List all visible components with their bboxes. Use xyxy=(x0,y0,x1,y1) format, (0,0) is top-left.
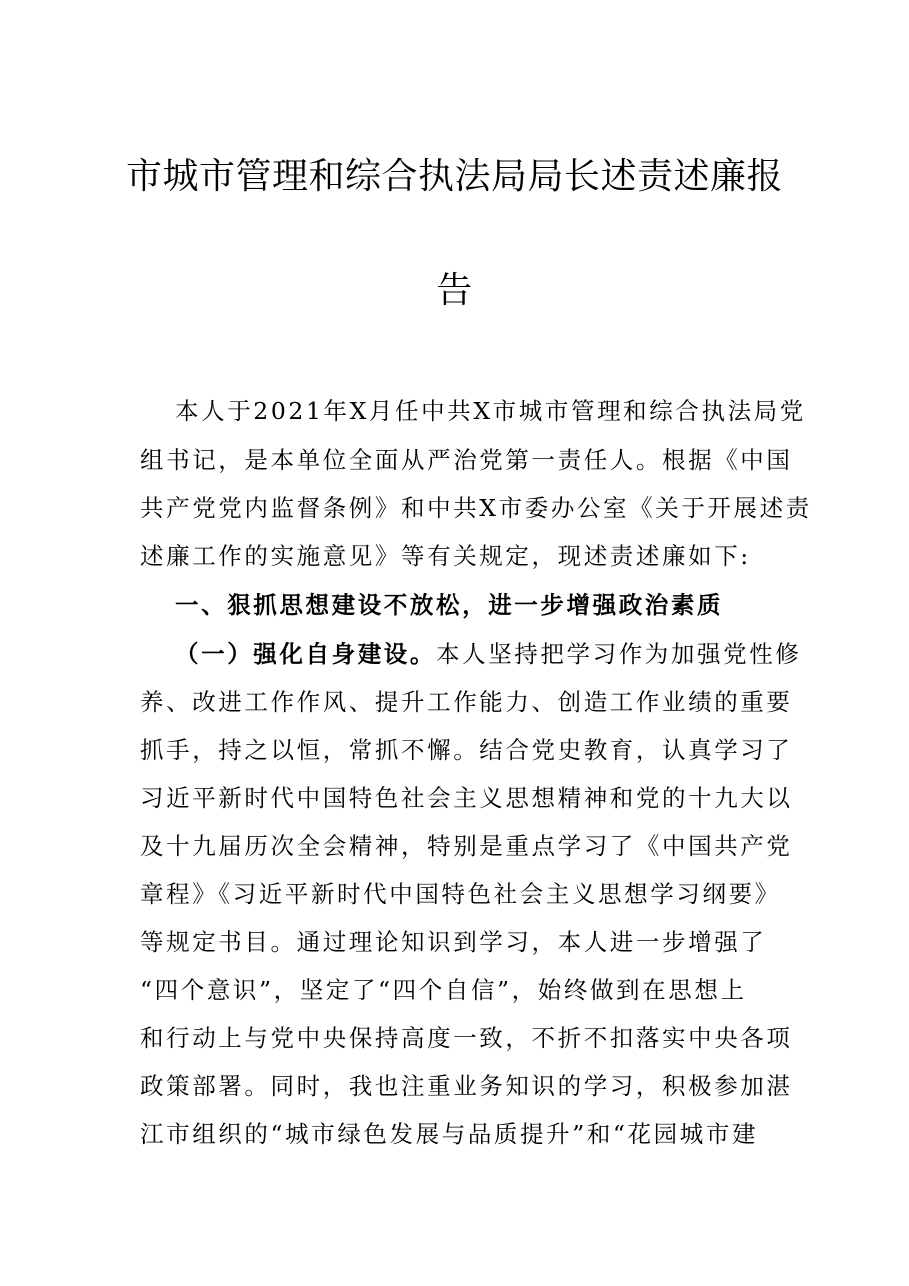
paragraph-2-line-11: 江市组织的“城市绿色发展与品质提升”和“花园城市建 xyxy=(140,1120,759,1148)
paragraph-2-line-1-text: 本人坚持把学习作为加强党性修 xyxy=(436,640,802,668)
paragraph-2-line-2: 养、改进工作作风、提升工作能力、创造工作业绩的重要 xyxy=(140,688,793,716)
paragraph-1-line-2: 组书记，是本单位全面从严治党第一责任人。根据《中国 xyxy=(140,446,793,474)
paragraph-1-line-1: 本人于2021年X月任中共X市城市管理和综合执法局党 xyxy=(175,397,806,425)
paragraph-2-line-4: 习近平新时代中国特色社会主义思想精神和党的十九大以 xyxy=(140,784,793,812)
document-title-line-2: 告 xyxy=(436,270,473,311)
paragraph-2-line-7: 等规定书目。通过理论知识到学习，本人进一步增强了 xyxy=(140,928,767,956)
paragraph-2-line-6: 章程》《习近平新时代中国特色社会主义思想学习纲要》 xyxy=(140,880,781,908)
paragraph-2-line-1 xyxy=(175,640,802,669)
section-heading-1: 一、狠抓思想建设不放松，进一步增强政治素质 xyxy=(175,591,724,619)
paragraph-2-line-9: 和行动上与党中央保持高度一致，不折不扣落实中央各项 xyxy=(140,1024,793,1052)
paragraph-2-line-8: “四个意识”，坚定了“四个自信”，始终做到在思想上 xyxy=(140,976,747,1004)
paragraph-1-line-4: 述廉工作的实施意见》等有关规定，现述责述廉如下: xyxy=(140,542,751,570)
paragraph-2-line-10: 政策部署。同时，我也注重业务知识的学习，积极参加湛 xyxy=(140,1072,793,1100)
paragraph-2-line-3: 抓手，持之以恒，常抓不懈。结合党史教育，认真学习了 xyxy=(140,736,793,764)
document-title-line-1: 市城市管理和综合执法局局长述责述廉报 xyxy=(125,156,783,197)
subsection-heading: （一）强化自身建设。 xyxy=(175,640,436,668)
paragraph-1-line-3: 共产党党内监督条例》和中共X市委办公室《关于开展述责 xyxy=(140,494,812,522)
paragraph-2-line-5: 及十九届历次全会精神，特别是重点学习了《中国共产党 xyxy=(140,832,793,860)
